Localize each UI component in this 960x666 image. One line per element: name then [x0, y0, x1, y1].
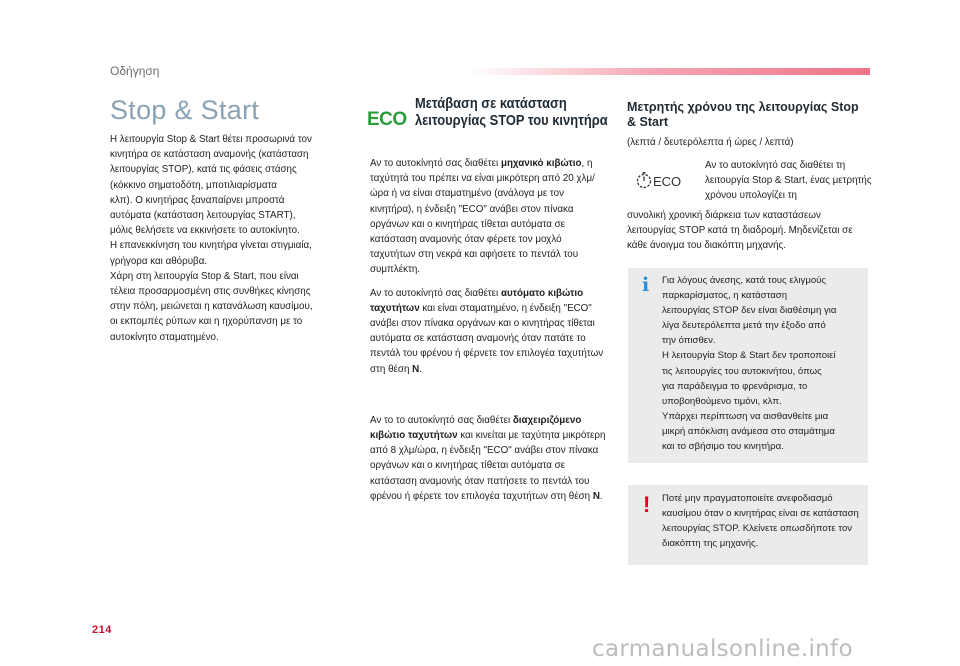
timer-body: συνολική χρονική διάρκεια των καταστάσεων λειτουργίας STOP κατά τη διαδρομή. Μηδενίζεται σε κάθε άνοιγμα του διακόπτη μηχανής.: [627, 210, 853, 252]
stop-mode-column: [367, 95, 608, 504]
timer-block: [627, 158, 870, 208]
info-icon: i: [642, 274, 650, 296]
timer-eco-label: ECO: [653, 174, 682, 189]
automatic-gearbox-paragraph: Αν το αυτοκίνητό σας διαθέτει αυτόματο κιβώτιο ταχυτήτων και είναι σταματημένο, η ένδειξη "ECO" ανάβει στον πίνακα οργάνων και ο κινητήρας τίθεται αυτόματα σε κατάσταση αναμονής όταν πατάτε το πεντάλ του φρένου ή φέρνετε τον επιλογέα ταχυτήτων στη θέση N.: [370, 287, 604, 375]
eco-icon: ECO: [367, 109, 407, 130]
stop-mode-title: Μετάβαση σε κατάσταση λειτουργίας STOP του κινητήρα: [415, 95, 608, 129]
page-title: Stop & Start: [110, 95, 260, 125]
managed-gearbox-paragraph: Αν το το αυτοκίνητό σας διαθέτει διαχειριζόμενο κιβώτιο ταχυτήτων και κινείται με ταχύτητα μικρότερη από 8 χλμ/ώρα, η ένδειξη "ECO" ανάβει στον πίνακα οργάνων και ο κινητήρας τίθεται αυτόματα σε κατάσταση αναμονής όταν πατήσετε το πεντάλ του φρένου ή φέρετε τον επιλογέα ταχυτήτων στη θέση N.: [370, 414, 606, 502]
timer-text: Αν το αυτοκίνητό σας διαθέτει τη λειτουργία Stop & Start, ένας μετρητής χρόνου υπολογίζει τη: [705, 160, 872, 202]
page-number: 214: [92, 624, 112, 636]
watermark: carmanualsonline.info: [592, 636, 853, 662]
section-header: Οδήγηση: [110, 64, 160, 78]
info-text: Για λόγους άνεσης, κατά τους ελιγμούς παρκαρίσματος, η κατάσταση λειτουργίας STOP δεν είναι διαθέσιμη για λίγα δευτερόλεπτα μετά την έξοδο από την όπισθεν. Η λειτουργία Stop & Start δεν τροποποιεί τις λειτουργίες του αυτοκινήτου, όπως για παράδειγμα το φρενάρισμα, το υποβοηθούμενο τιμόνι, κλπ. Υπάρχει περίπτωση να αισθανθείτε μια μικρή απόκλιση ανάμεσα στο σταμάτημα και το σβήσιμο του κινητήρα.: [662, 275, 837, 453]
timer-title: Μετρητής χρόνου της λειτουργίας Stop & Start: [627, 100, 859, 129]
warning-icon: !: [643, 492, 651, 517]
intro-text: Η λειτουργία Stop & Start θέτει προσωρινά τον κινητήρα σε κατάσταση αναμονής (κατάσταση λειτουργίας STOP), κατά τις φάσεις στάσης (κόκκινο σηματοδότη, μποτιλιαρίσματα κλπ). Ο κινητήρας ξαναπαίρνει μπροστά αυτόματα (κατάσταση λειτουργίας START), μόλις θελήσετε να εκκινήσετε το αυτοκίνητο. Η επανεκκίνηση του κινητήρα γίνεται στιγμιαία, γρήγορα και αθόρυβα. Χάρη στη λειτουργία Stop & Start, που είναι τέλεια προσαρμοσμένη στις συνθήκες κίνησης στην πόλη, μειώνεται η κατανάλωση καυσίμου, οι εκπομπές ρύπων και η ηχορύπανση με το αυτοκίνητο σταματημένο.: [110, 134, 313, 343]
header-gradient-bar: [470, 68, 870, 75]
warning-notice: [628, 485, 868, 565]
manual-gearbox-paragraph: Αν το αυτοκίνητό σας διαθέτει μηχανικό κιβώτιο, η ταχύτητά του πρέπει να είναι μικρότερη από 20 χλμ/ώρα ή να είναι σταματημένο (ανάλογα με τον κινητήρα), η ένδειξη "ECO" ανάβει στον πίνακα οργάνων και ο κινητήρας τίθεται αυτόματα σε κατάσταση αναμονής όταν φέρετε τον μοχλό ταχυτήτων στη νεκρά και αφήσετε το πεντάλ του συμπλέκτη.: [370, 158, 595, 276]
timer-subtitle: (λεπτά / δευτερόλεπτα ή ώρες / λεπτά): [627, 137, 794, 148]
stopwatch-eco-icon: [636, 170, 686, 190]
stop-mode-heading: [367, 95, 608, 141]
warning-text: Ποτέ μην πραγματοποιείτε ανεφοδιασμό καυσίμου όταν ο κινητήρας είναι σε κατάσταση λειτουργίας STOP. Κλείνετε οπωσδήποτε τον διακόπτη της μηχανής.: [662, 493, 859, 550]
intro-column: [110, 95, 350, 345]
timer-column: [627, 100, 870, 254]
info-notice: [628, 268, 868, 463]
